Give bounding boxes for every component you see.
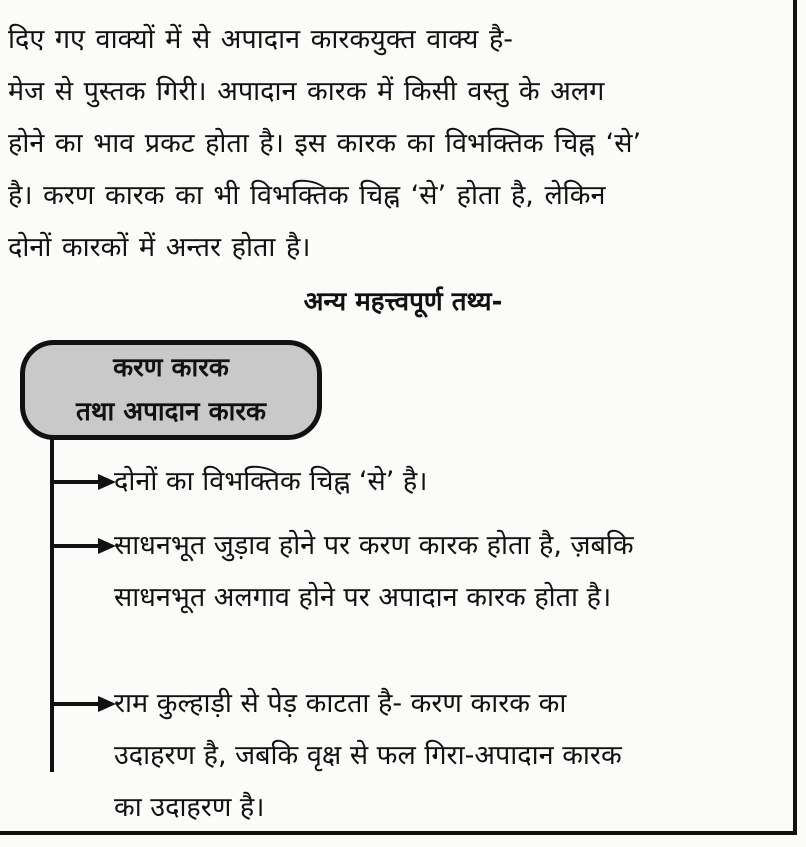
arrow-right-icon: [50, 694, 118, 714]
topic-line-2: तथा अपादान कारक: [76, 397, 266, 427]
fact-point-2: [114, 520, 784, 624]
intro-paragraph: [8, 14, 790, 274]
fact-line: का उदाहरण है।: [114, 792, 265, 823]
intro-line: होने का भाव प्रकट होता है। इस कारक का विभक्तिक चिह्न ‘से’: [8, 128, 642, 159]
arrow-right-icon: [50, 536, 118, 556]
fact-line: साधनभूत अलगाव होने पर अपादान कारक होता है।: [114, 582, 612, 613]
fact-line: दोनों का विभक्तिक चिह्न ‘से’ है।: [114, 466, 428, 497]
facts-heading: अन्य महत्त्वपूर्ण तथ्य-: [303, 287, 503, 317]
arrow-right-icon: [50, 472, 118, 492]
topic-box: [20, 340, 322, 440]
fact-line: साधनभूत जुड़ाव होने पर करण कारक होता है, ज़बकि: [114, 530, 634, 561]
intro-line: दिए गए वाक्यों में से अपादान कारकयुक्त वाक्य है-: [8, 24, 514, 55]
fact-line: राम कुल्हाड़ी से पेड़ काटता है- करण कारक का: [114, 688, 567, 719]
topic-line-1: करण कारक: [113, 353, 229, 383]
fact-point-1: [114, 456, 784, 508]
intro-line: है। करण कारक का भी विभक्तिक चिह्न ‘से’ होता है, लेकिन: [8, 180, 606, 211]
fact-line: उदाहरण है, जबकि वृक्ष से फल गिरा-अपादान कारक: [114, 740, 622, 771]
fact-point-3: [114, 678, 784, 834]
intro-line: मेज से पुस्तक गिरी। अपादान कारक में किसी वस्तु के अलग: [8, 76, 605, 107]
intro-line: दोनों कारकों में अन्तर होता है।: [8, 232, 311, 263]
